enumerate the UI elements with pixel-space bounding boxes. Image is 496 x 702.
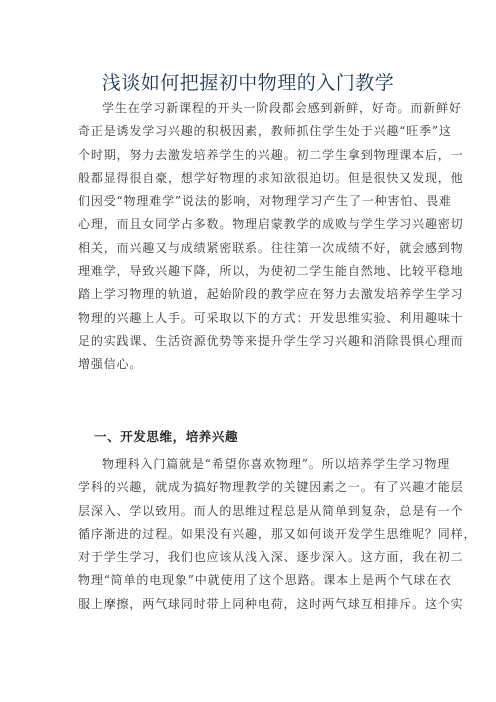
paragraph-line: 循序渐进的过程。如果没有兴趣，那又如何谈开发学生思维呢？同样， — [78, 526, 477, 541]
paragraph-line: 物理“简单的电现象”中就使用了这个思路。课本上是两个气球在衣 — [78, 573, 452, 588]
paragraph-line: 心理，而且女同学占多数。物理启蒙教学的成败与学生学习兴趣密切 — [78, 217, 464, 232]
document-title: 浅谈如何把握初中物理的入门教学 — [101, 72, 395, 94]
paragraph-line: 个时期，努力去激发培养学生的兴趣。初二学生拿到物理课本后，一 — [78, 147, 464, 162]
paragraph-line: 物理的兴趣上人手。可采取以下的方式：开发思维实验、利用趣味十 — [78, 310, 464, 325]
paragraph-line: 相关，而兴趣又与成绩紧密联系。往往第一次成绩不好，就会感到物 — [78, 240, 464, 255]
paragraph-line: 们因受“物理难学”说法的影响，对物理学习产生了一种害怕、畏难 — [78, 194, 452, 209]
paragraph-line: 对于学生学习，我们也应该从浅入深、逐步深入。这方面，我在初二 — [78, 550, 464, 565]
paragraph-line: 奇正是诱发学习兴趣的积极因素，教师抓住学生处于兴趣“旺季”这 — [78, 124, 452, 139]
paragraph-line: 踏上学习物理的轨道，起始阶段的教学应在努力去激发培养学生学习 — [78, 287, 464, 302]
section-heading: 一、开发思维，培养兴趣 — [94, 429, 239, 444]
paragraph-line: 足的实践课、生活资源优势等来提升学生学习兴趣和消除畏惧心理而 — [78, 333, 464, 348]
paragraph-line: 服上摩擦，两气球同时带上同种电荷，这时两气球互相排斥。这个实 — [78, 596, 464, 611]
paragraph-line: 增强信心。 — [78, 357, 143, 372]
paragraph-line: 学生在学习新课程的开头一阶段都会感到新鲜，好奇。而新鲜好 — [102, 101, 462, 115]
paragraph-line: 学科的兴趣，就成为搞好物理教学的关键因素之一。有了兴趣才能层 — [78, 480, 464, 495]
paragraph-line: 物理科入门篇就是“希望你喜欢物理”。所以培养学生学习物理 — [102, 457, 451, 471]
intro-paragraph — [78, 97, 464, 377]
paragraph-line: 般都显得很自豪，想学好物理的求知欲很迫切。但是很快又发现，他 — [78, 170, 464, 185]
paragraph-line: 层深入、学以致用。而人的思维过程总是从简单到复杂，总是有一个 — [78, 503, 464, 518]
paragraph-line: 理难学，导致兴趣下降，所以，为使初二学生能自然地、比较平稳地 — [78, 264, 464, 279]
section1-paragraph — [78, 453, 477, 616]
